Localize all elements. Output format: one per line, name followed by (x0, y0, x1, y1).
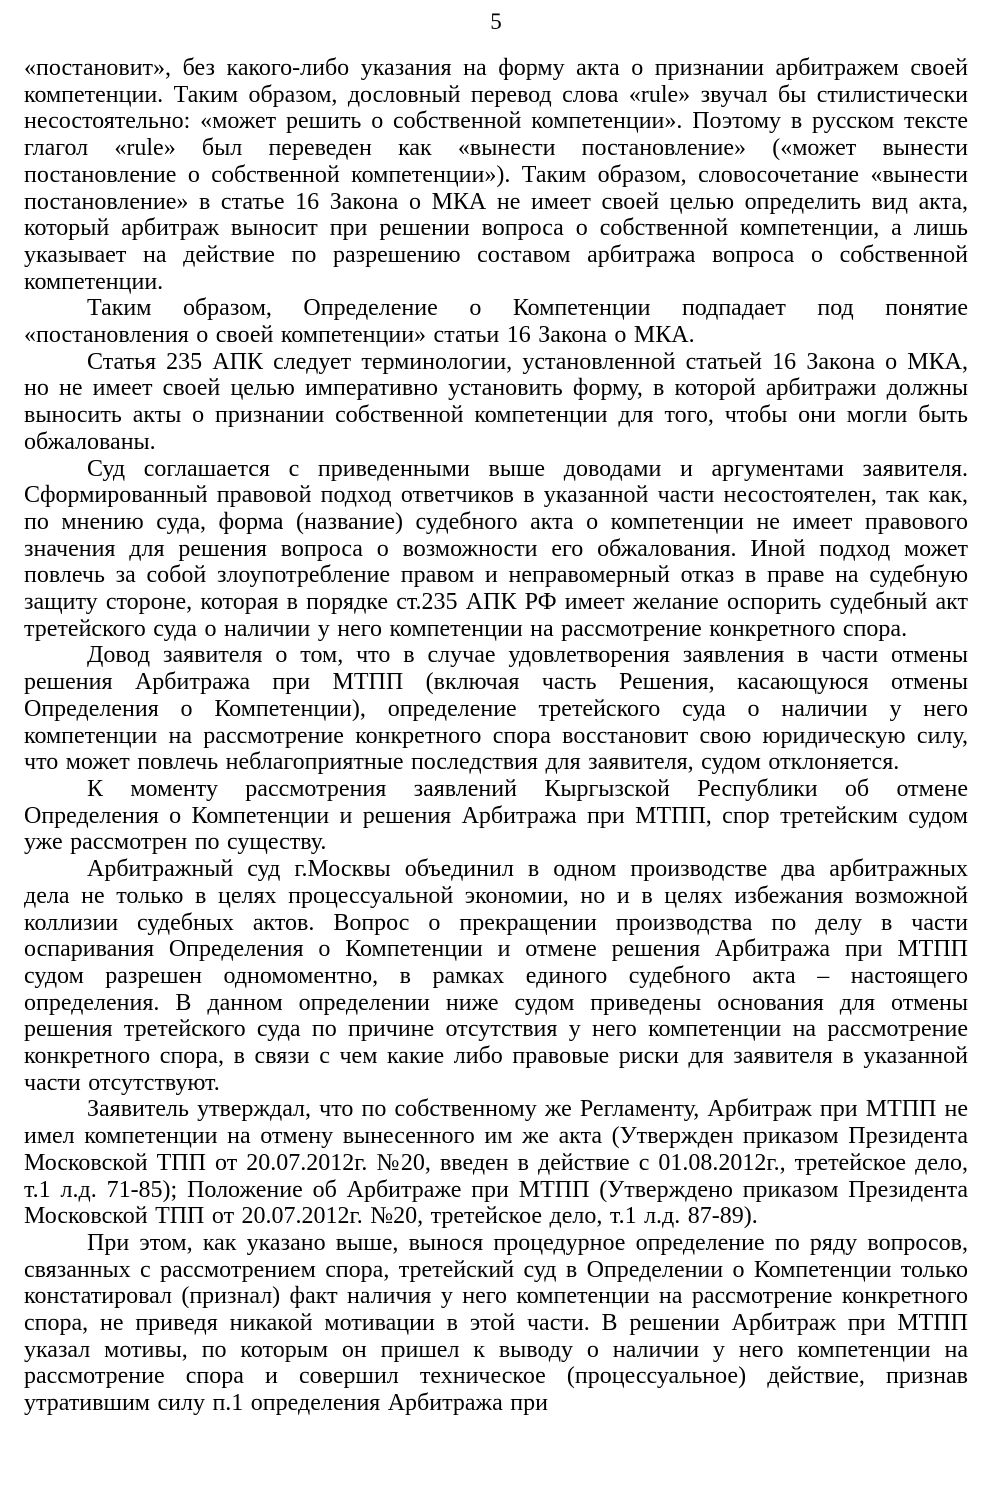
paragraph-last-truncated: При этом, как указано выше, вынося процедурное определение по ряду вопросов, связанных с рассмотрением спора, третейский суд в Определении о Компетенции только констатировал (признал) факт наличия у него компетенции на рассмотрение конкретного спора, не приведя никакой мотивации в этой части. В решении Арбитраж при МТПП указал мотивы, по которым он пришел к выводу о наличии у него компетенции на рассмотрение спора и совершил техническое (процессуальное) действие, признав утратившим силу п.1 определения Арбитража при (24, 1229, 968, 1417)
paragraph: Таким образом, Определение о Компетенции подпадает под понятие «постановления о своей компетенции» статьи 16 Закона о МКА. (24, 295, 968, 349)
paragraph: Суд соглашается с приведенными выше доводами и аргументами заявителя. Сформированный правовой подход ответчиков в указанной части несостоятелен, так как, по мнению суда, форма (название) судебного акта о компетенции не имеет правового значения для решения вопроса о возможности его обжалования. Иной подход может повлечь за собой злоупотребление правом и неправомерный отказ в праве на судебную защиту стороне, которая в порядке ст.235 АПК РФ имеет желание оспорить судебный акт третейского суда о наличии у него компетенции на рассмотрение конкретного спора. (24, 455, 968, 642)
paragraph: Заявитель утверждал, что по собственному же Регламенту, Арбитраж при МТПП не имел компетенции на отмену вынесенного им же акта (Утвержден приказом Президента Московской ТПП от 20.07.2012г. №20, введен в действие с 01.08.2012г., третейское дело, т.1 л.д. 71-85); Положение об Арбитраже при МТПП (Утверждено приказом Президента Московской ТПП от 20.07.2012г. №20, третейское дело, т.1 л.д. 87-89). (24, 1096, 968, 1230)
paragraph-continuation: «постановит», без какого-либо указания на форму акта о признании арбитражем своей компетенции. Таким образом, дословный перевод слова «rule» звучал бы стилистически несостоятельно: «может решить о собственной компетенции». Поэтому в русском тексте глагол «rule» был переведен как «вынести постановление» («может вынести постановление о собственной компетенции»). Таким образом, словосочетание «вынести постановление» в статье 16 Закона о МКА не имеет своей целью определить вид акта, который арбитраж выносит при решении вопроса о собственной компетенции, а лишь указывает на действие по разрешению составом арбитража вопроса о собственной компетенции. (24, 55, 968, 295)
paragraph: Довод заявителя о том, что в случае удовлетворения заявления в части отмены решения Арбитража при МТПП (включая часть Решения, касающуюся отмены Определения о Компетенции), определение третейского суда о наличии у него компетенции на рассмотрение конкретного спора восстановит свою юридическую силу, что может повлечь неблагоприятные последствия для заявителя, судом отклоняется. (24, 642, 968, 776)
paragraph: К моменту рассмотрения заявлений Кыргызской Республики об отмене Определения о Компетенции и решения Арбитража при МТПП, спор третейским судом уже рассмотрен по существу. (24, 775, 968, 856)
paragraph: Арбитражный суд г.Москвы объединил в одном производстве два арбитражных дела не только в целях процессуальной экономии, но и в целях избежания возможной коллизии судебных актов. Вопрос о прекращении производства по делу в части оспаривания Определения о Компетенции и отмене решения Арбитража при МТПП судом разрешен одномоментно, в рамках единого судебного акта – настоящего определения. В данном определении ниже судом приведены основания для отмены решения третейского суда по причине отсутствия у него компетенции на рассмотрение конкретного спора, в связи с чем какие либо правовые риски для заявителя в указанной части отсутствуют. (24, 856, 968, 1096)
paragraph: Статья 235 АПК следует терминологии, установленной статьей 16 Закона о МКА, но не имеет своей целью императивно установить форму, в которой арбитражи должны выносить акты о признании собственной компетенции для того, чтобы они могли быть обжалованы. (24, 348, 968, 455)
page-number: 5 (490, 9, 502, 34)
document-body (24, 55, 968, 1417)
